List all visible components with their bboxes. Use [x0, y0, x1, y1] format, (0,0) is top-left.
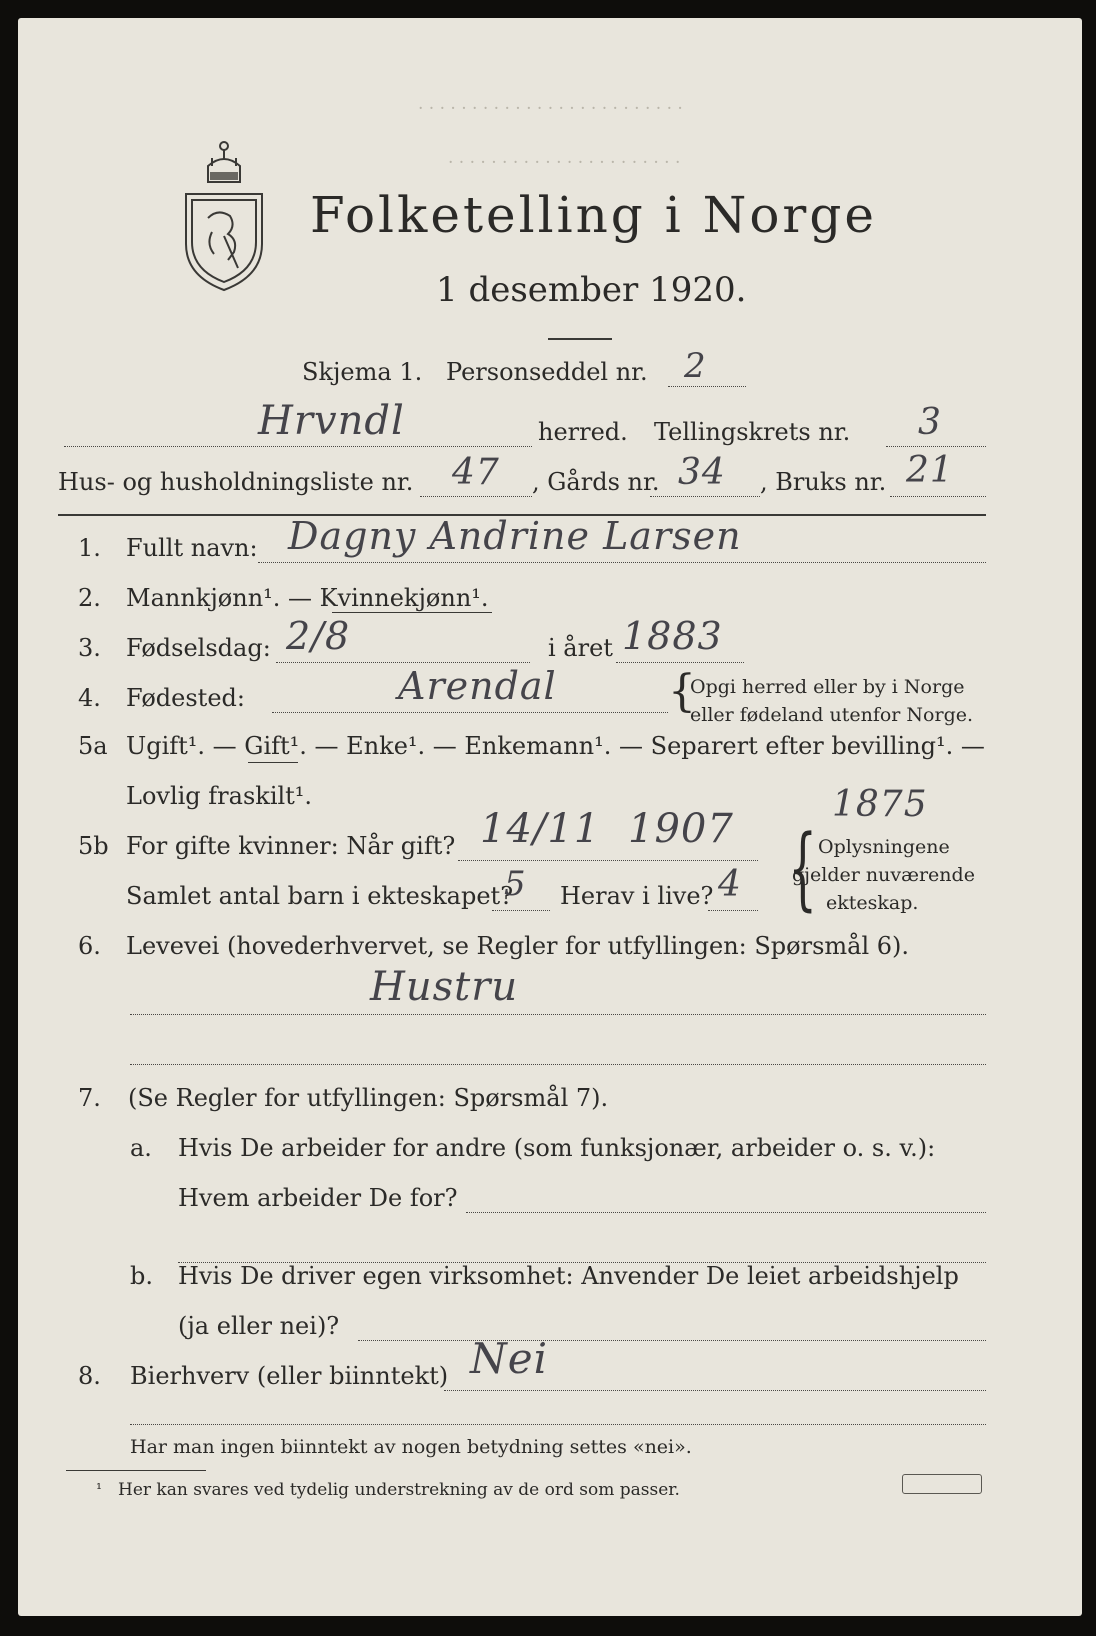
q5b-married-date: 14/11 [480, 806, 601, 852]
q5b-alive-value: 4 [718, 864, 742, 905]
q5b-married-line [458, 860, 758, 861]
personseddel-value: 2 [684, 346, 707, 386]
q7a-line1: Hvis De arbeider for andre (som funksjonær, arbeider o. s. v.): [178, 1134, 936, 1162]
q5b-alive-line [708, 910, 758, 911]
q7a-answer-line [466, 1212, 986, 1213]
q1-label: Fullt navn: [126, 534, 258, 562]
q7-label: (Se Regler for utfyllingen: Spørsmål 7). [128, 1084, 609, 1112]
q2-underline-kvinnekjonn [332, 612, 492, 613]
bleed-through-text: . . . . . . . . . . . . . . . . . . . . . . . . . [418, 94, 683, 114]
footer-note: Har man ingen biinntekt av nogen betydning settes «nei». [130, 1436, 692, 1458]
footnote-text: Her kan svares ved tydelig understrekning av de ord som passer. [118, 1480, 680, 1500]
q3-year-label: i året [548, 634, 613, 662]
q8-answer-line [444, 1390, 986, 1391]
q3-day-line [276, 662, 530, 663]
q4-label: Fødested: [126, 684, 245, 712]
herred-line [64, 446, 532, 447]
q5b-number: 5b [78, 832, 109, 860]
q7-number: 7. [78, 1084, 101, 1112]
q7a-line2: Hvem arbeider De for? [178, 1184, 458, 1212]
q1-value: Dagny Andrine Larsen [288, 514, 742, 558]
form-date: 1 desember 1920. [436, 270, 747, 310]
q4-note-line1: Opgi herred eller by i Norge [690, 676, 965, 698]
q4-line [272, 712, 668, 713]
gards-value: 34 [678, 452, 726, 493]
gards-label: , Gårds nr. [532, 468, 660, 496]
herred-value: Hrvndl [258, 398, 405, 444]
q4-note-line2: eller fødeland utenfor Norge. [690, 704, 974, 726]
q4-value: Arendal [398, 664, 557, 708]
q7b-answer-line [358, 1340, 986, 1341]
q5b-children-line [492, 910, 550, 911]
q5b-label1: For gifte kvinner: Når gift? [126, 832, 456, 860]
form-title: Folketelling i Norge [310, 186, 877, 244]
q5a-line2: Lovlig fraskilt¹. [126, 782, 313, 810]
tellingskrets-line [886, 446, 986, 447]
q3-year-line [616, 662, 744, 663]
q5b-brace: { [788, 816, 817, 921]
norway-coat-of-arms-icon [178, 136, 270, 296]
bruks-value: 21 [906, 450, 954, 491]
q6-value: Hustru [370, 964, 519, 1010]
printer-stamp [902, 1474, 982, 1494]
q4-brace: { [668, 666, 696, 717]
q4-number: 4. [78, 684, 101, 712]
tellingskrets-value: 3 [918, 402, 942, 443]
bruks-line [890, 496, 986, 497]
bleed-through-text: . . . . . . . . . . . . . . . . . . . . . . [448, 148, 681, 168]
gards-line [650, 496, 760, 497]
q2-number: 2. [78, 584, 101, 612]
census-form-sheet [18, 18, 1082, 1616]
q5b-children-value: 5 [504, 864, 527, 904]
title-divider [548, 338, 612, 340]
q6-label: Levevei (hovederhvervet, se Regler for utfyllingen: Spørsmål 6). [126, 932, 910, 960]
q1-number: 1. [78, 534, 101, 562]
hus-line [420, 496, 532, 497]
q6-number: 6. [78, 932, 101, 960]
q2-label: Mannkjønn¹. — Kvinnekjønn¹. [126, 584, 489, 612]
tellingskrets-label: Tellingskrets nr. [654, 418, 851, 446]
herred-label: herred. [538, 418, 628, 446]
q7a-letter: a. [130, 1134, 152, 1162]
q3-number: 3. [78, 634, 101, 662]
q5b-extra-year: 1875 [832, 784, 928, 825]
q8-value: Nei [470, 1334, 549, 1383]
q5a-underline-gift [248, 762, 298, 763]
q7b-line1: Hvis De driver egen virksomhet: Anvender De leiet arbeidshjelp [178, 1262, 959, 1290]
q5b-note-line2: gjelder nuværende [792, 864, 975, 886]
q5b-note-line1: Oplysningene [818, 836, 950, 858]
q3-label: Fødselsdag: [126, 634, 271, 662]
hus-label: Hus- og husholdningsliste nr. [58, 468, 414, 496]
q1-line [258, 562, 986, 563]
q5b-label2: Samlet antal barn i ekteskapet? [126, 882, 514, 910]
q8-line2 [130, 1424, 986, 1425]
footnote-rule [66, 1470, 206, 1471]
personseddel-line [668, 386, 746, 387]
q7b-line2: (ja eller nei)? [178, 1312, 340, 1340]
q6-line2 [130, 1064, 986, 1065]
skjema-label: Skjema 1. [302, 358, 423, 386]
hus-value: 47 [452, 452, 500, 493]
q5a-line1: Ugift¹. — Gift¹. — Enke¹. — Enkemann¹. — Separert efter bevilling¹. — [126, 732, 985, 760]
q8-label: Bierhverv (eller biinntekt) [130, 1362, 449, 1390]
q5a-number: 5a [78, 732, 108, 760]
personseddel-label: Personseddel nr. [446, 358, 648, 386]
q5b-married-year: 1907 [628, 806, 734, 852]
q3-year-value: 1883 [622, 614, 723, 658]
bruks-label: , Bruks nr. [760, 468, 887, 496]
q5b-alive-label: Herav i live? [560, 882, 714, 910]
footnote-mark: ¹ [96, 1480, 103, 1498]
q6-line1 [130, 1014, 986, 1015]
q3-day-value: 2/8 [286, 614, 351, 658]
q5b-note-line3: ekteskap. [826, 892, 919, 914]
q7b-letter: b. [130, 1262, 153, 1290]
q8-number: 8. [78, 1362, 101, 1390]
